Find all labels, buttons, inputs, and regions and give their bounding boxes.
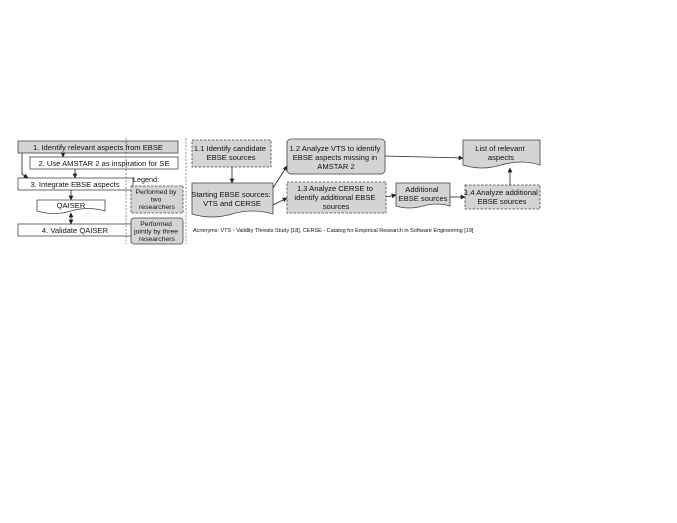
arrow-starting-to-1-2 — [273, 166, 287, 188]
arrow-1-3-to-additional — [386, 195, 396, 197]
step1-detail — [191, 139, 540, 217]
arrow-1-2-to-list — [385, 156, 463, 158]
arrow-starting-to-1-3 — [273, 198, 287, 205]
label-1-1: 1.1 Identify candidate EBSE sources — [193, 144, 267, 162]
arrow-step1-to-step3 — [22, 153, 28, 178]
acronyms-note: Acronyms: VTS - Validity Threats Study [18], CERSE - Catalog for Empirical Research in Software Engineering [19] — [193, 228, 474, 234]
label-starting-sources: Starting EBSE sources: VTS and CERSE — [191, 190, 271, 208]
step1-label: 1. Identify relevant aspects from EBSE — [33, 143, 163, 152]
label-1-2: 1.2 Analyze VTS to identify EBSE aspects missing in AMSTAR 2 — [289, 144, 381, 171]
legend-two-researchers-label: Performed by two researchers — [135, 189, 177, 212]
label-1-4: 1.4 Analyze additional EBSE sources — [463, 188, 538, 206]
qaiser-label: QAISER — [56, 201, 86, 210]
label-additional-sources: Additional EBSE sources — [398, 185, 448, 203]
label-relevant-list: List of relevant aspects — [475, 144, 525, 162]
step4-label: 4. Validate QAISER — [41, 226, 109, 235]
legend — [126, 138, 186, 244]
step3-label: 3. Integrate EBSE aspects — [30, 180, 120, 189]
step2-label: 2. Use AMSTAR 2 as inspiration for SE — [38, 159, 170, 168]
legend-three-researchers-label: Performed jointly by three researchers — [134, 221, 178, 244]
legend-title: Legend: — [133, 175, 159, 184]
label-1-3: 1.3 Analyze CERSE to identify additional EBSE sources — [294, 184, 376, 211]
